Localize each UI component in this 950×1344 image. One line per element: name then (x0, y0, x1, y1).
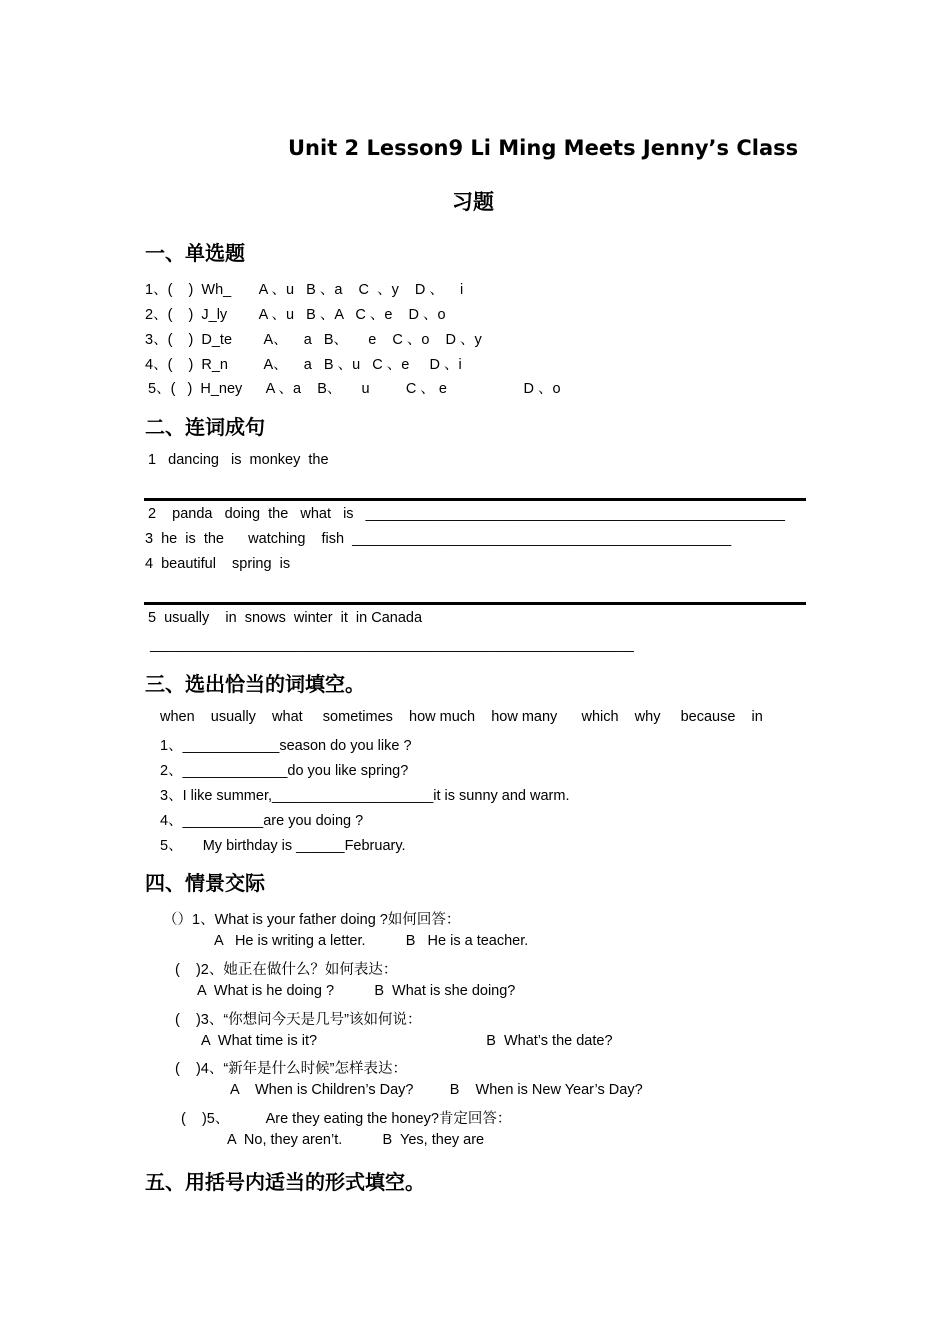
page-subtitle: 习题 (452, 190, 494, 214)
section4-question-2: ( )2、她正在做什么？如何表达： (175, 962, 398, 978)
section2-item-3: 3 he is the watching fish _______________________________________________ (145, 531, 732, 547)
section4-options-3: A What time is it? B What’s the date? (201, 1033, 613, 1049)
section5-heading: 五、用括号内适当的形式填空。 (145, 1170, 425, 1194)
section3-item-4: 4、__________are you doing ? (160, 813, 364, 829)
section1-item-5: 5、( ) H_ney A 、a B、 u C 、 e D 、o (148, 381, 561, 397)
section1-item-1: 1、( ) Wh_ A 、u B 、a C 、y D 、 i (145, 282, 464, 298)
section1-item-4: 4、( ) R_n A、 a B 、u C 、e D 、i (145, 357, 462, 373)
section4-question-4: ( )4、“新年是什么时候”怎样表达： (175, 1061, 407, 1077)
section2-item-1: 1 dancing is monkey the (148, 452, 329, 468)
page-title: Unit 2 Lesson9 Li Ming Meets Jenny’s Class (288, 136, 799, 160)
section3-heading: 三、选出恰当的词填空。 (145, 672, 365, 696)
section2-heading: 二、连词成句 (145, 415, 265, 439)
section4-options-2: A What is he doing ? B What is she doing? (197, 983, 516, 999)
section4-options-4: A When is Children’s Day? B When is New Year’s Day? (230, 1082, 643, 1098)
section3-item-1: 1、____________season do you like ? (160, 738, 412, 754)
section2-item-5: 5 usually in snows winter it in Canada (148, 610, 423, 626)
section3-item-2: 2、_____________do you like spring? (160, 763, 409, 779)
word-bank: when usually what sometimes how much how many which why because in (160, 709, 763, 725)
section3-item-5: 5、 My birthday is ______February. (160, 838, 406, 854)
section1-heading: 一、单选题 (145, 241, 245, 265)
section4-question-5: ( )5、 Are they eating the honey?肯定回答： (181, 1111, 512, 1127)
answer-line (144, 498, 806, 501)
section1-item-2: 2、( ) J_ly A 、u B 、A C 、e D 、o (145, 307, 446, 323)
section2-item-2: 2 panda doing the what is ____________________________________________________ (148, 506, 785, 522)
section4-options-1: A He is writing a letter. B He is a teacher. (214, 933, 529, 949)
section4-question-1: （）1、What is your father doing ?如何回答： (163, 912, 461, 928)
section4-heading: 四、情景交际 (145, 871, 265, 895)
section2-blank-line: ____________________________________________________________ (150, 637, 634, 653)
section1-item-3: 3、( ) D_te A、 a B、 e C 、o D 、y (145, 332, 482, 348)
answer-line (144, 602, 806, 605)
section4-options-5: A No, they aren’t. B Yes, they are (227, 1132, 485, 1148)
section3-item-3: 3、I like summer,____________________it is sunny and warm. (160, 788, 570, 804)
section4-question-3: ( )3、“你想问今天是几号”该如何说： (175, 1012, 422, 1028)
section2-item-4: 4 beautiful spring is (145, 556, 291, 572)
